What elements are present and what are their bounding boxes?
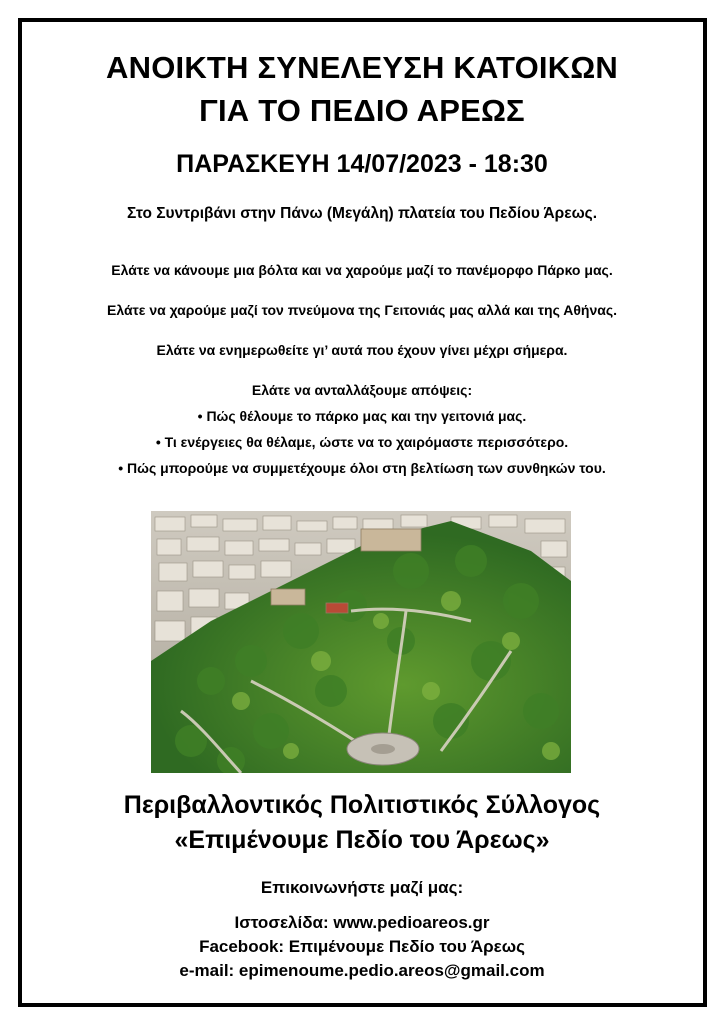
organization-name [0,788,724,858]
title-line-2: ΓΙΑ ΤΟ ΠΕΔΙΟ ΑΡΕΩΣ [199,93,525,128]
invitation-line: Ελάτε να χαρούμε μαζί τον πνεύμονα της Γειτονιάς μας αλλά και της Αθήνας. [106,302,618,318]
contact-heading: Επικοινωνήστε μαζί μας: [260,878,464,897]
facebook-link[interactable]: Facebook: Επιμένουμε Πεδίο του Άρεως [199,937,525,956]
title-line-1: ΑΝΟΙΚΤΗ ΣΥΝΕΛΕΥΣΗ ΚΑΤΟΙΚΩΝ [106,50,618,85]
discussion-point: • Τι ενέργειες θα θέλαμε, ώστε να το χαιρόμαστε περισσότερο. [155,434,569,450]
event-location: Στο Συντριβάνι στην Πάνω (Μεγάλη) πλατεία του Πεδίου Άρεως. [126,205,598,222]
contact-details [0,911,724,983]
event-date: ΠΑΡΑΣΚΕΥΗ 14/07/2023 - 18:30 [176,150,548,178]
discussion-intro: Ελάτε να ανταλλάξουμε απόψεις: [251,382,473,398]
organization-line-1: Περιβαλλοντικός Πολιτιστικός Σύλλογος [123,791,601,819]
discussion-point: • Πώς μπορούμε να συμμετέχουμε όλοι στη βελτίωση των συνθηκών του. [118,460,606,476]
invitation-list [0,262,724,382]
invitation-line: Ελάτε να κάνουμε μια βόλτα και να χαρούμε μαζί το πανέμορφο Πάρκο μας. [111,262,613,278]
organization-line-2: «Επιμένουμε Πεδίο του Άρεως» [174,826,550,854]
website-link[interactable]: Ιστοσελίδα: www.pedioareos.gr [234,913,490,932]
discussion-block [0,382,724,486]
invitation-line: Ελάτε να ενημερωθείτε γι’ αυτά που έχουν γίνει μέχρι σήμερα. [156,342,568,358]
email-link[interactable]: e-mail: epimenoume.pedio.areos@gmail.com [179,961,545,980]
discussion-point: • Πώς θέλουμε το πάρκο μας και την γειτονιά μας. [197,408,527,424]
park-aerial-photo [151,511,571,773]
poster-title [0,46,724,132]
